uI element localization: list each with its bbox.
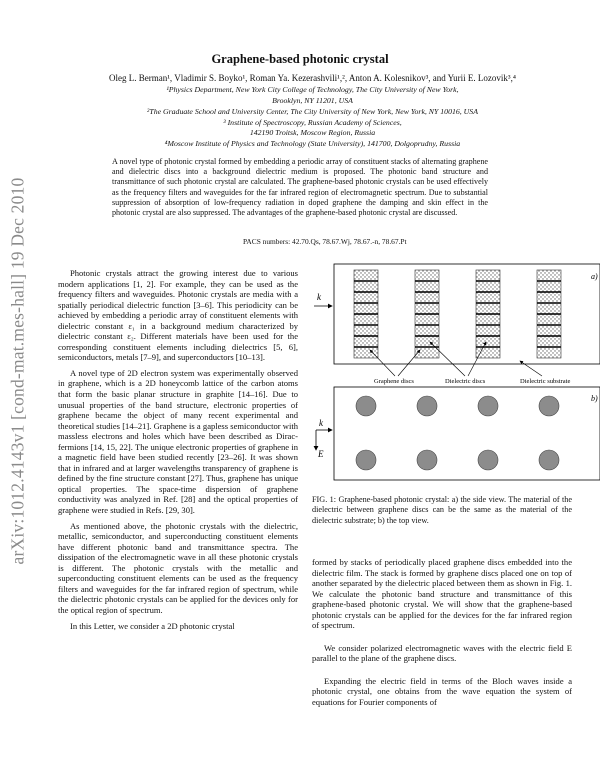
paragraph: We consider polarized electromagnetic waves with the electric field E parallel to the plane of the graphene discs. xyxy=(312,642,572,664)
dielectric-discs-label: Dielectric discs xyxy=(445,378,486,385)
figure-caption: FIG. 1: Graphene-based photonic crystal: a) the side view. The material of the dielectric between graphene discs can be the same as the material of the dielectric substrate; b) the top view. xyxy=(312,495,572,525)
paragraph: formed by stacks of periodically placed graphene discs embedded into the dielectric film. The stack is formed by graphene discs placed one on top of another separated by the dielectric placed between them as shown in Fig. 1. We calculate the photonic band structure and transmittance of this graphene-based photonic crystal. We will show that the graphene-based photonic crystals can be applied for the devices for the far infrared region of spectrum. xyxy=(312,557,572,631)
affiliation-4: ⁴Moscow Institute of Physics and Technology (State University), 141700, Dolgoprudny, Russia xyxy=(164,139,461,148)
paragraph: In this Letter, we consider a 2D photonic crystal xyxy=(70,620,235,631)
abstract: A novel type of photonic crystal formed by embedding a periodic array of constituent stacks of alternating graphene and dielectric discs into a background dielectric medium is proposed. The photonic band structure and transmittance of such photonic crystal are calculated. The graphene-based photonic crystals can be used effectively as the frequency filters and waveguides for the far infrared region of electromagnetic spectrum. Due to substantial suppression of absorption of low-frequency radiation in doped graphene the damping and skin effect in the photonic crystal are also suppressed. The advantages of the graphene-based photonic crystal are discussed. xyxy=(112,157,488,218)
k-label-a: k xyxy=(317,292,321,302)
affiliation-3: ³ Institute of Spectroscopy, Russian Academy of Sciences, xyxy=(223,118,402,127)
disc-array xyxy=(356,396,559,470)
k-label-b: k xyxy=(319,418,323,428)
paragraph: Expanding the electric field in terms of the Bloch waves inside a photonic crystal, one obtains from the wave equation the system of equations for Fourier components of xyxy=(312,675,572,708)
affiliation-1: ¹Physics Department, New York City College of Technology, The City University of New York, xyxy=(166,85,459,94)
pacs-numbers: PACS numbers: 42.70.Qs, 78.67.Wj, 78.67.-n, 78.67.Pt xyxy=(243,237,407,246)
graphene-stack xyxy=(537,270,561,358)
panel-b-label: b) xyxy=(591,394,598,403)
affiliation-2: ²The Graduate School and University Center, The City University of New York, New York, NY 10016, USA xyxy=(147,107,478,116)
affiliation-1b: Brooklyn, NY 11201, USA xyxy=(272,96,353,105)
paragraph: As mentioned above, the photonic crystals with the dielectric, metallic, semiconductor, and superconducting constituent elements have different photonic band and transmittance spectra. The dissipation of the electromagnetic wave in all these photonic crystals is different. The photonic crystals with the metallic and superconducting constituent elements can be used as the frequency filters and waveguides for the far infrared region of spectrum, while the dielectric photonic crystals can be applied for the devices only for the optical region of spectrum. xyxy=(58,520,298,615)
paper-title: Graphene-based photonic crystal xyxy=(211,52,389,66)
author-list: Oleg L. Berman¹, Vladimir S. Boyko¹, Roman Ya. Kezerashvili¹,², Anton A. Kolesnikov³, and Yurii E. Lozovik³,⁴ xyxy=(108,73,517,83)
arxiv-stamp xyxy=(4,146,32,596)
graphene-stack xyxy=(415,270,439,358)
panel-a-label: a) xyxy=(591,272,598,281)
e-label: E xyxy=(318,449,324,459)
figure-1-drawing xyxy=(310,262,600,498)
graphene-stack xyxy=(476,270,500,358)
dielectric-substrate-label: Dielectric substrate xyxy=(520,378,571,385)
right-column xyxy=(312,557,572,713)
left-column xyxy=(58,268,298,636)
graphene-discs-label: Graphene discs xyxy=(374,378,414,385)
label-pointers xyxy=(370,342,542,376)
paragraph: A novel type of 2D electron system was experimentally observed in graphene, which is a 2D honeycomb lattice of the carbon atoms that form the basic planar structure in graphite [14–16]. Due to unusual properties of the band structure, electronic properties of graphene became the object of many recent experimental and theoretical studies [14–21]. Graphene is a gapless semiconductor with massless electrons and holes which have been described as Dirac-fermions [14, 15, 22]. The unique electronic properties of graphene in a magnetic field have been studied recently [23–26]. It was shown that in infrared and at larger wavelengths transparency of graphene is defined by the fine structure constant [27]. Thus, graphene has unique optical properties. The space-time dispersion of graphene conductivity was analyzed in Ref. [28] and the optical properties of graphene were studied in Refs. [29, 30]. xyxy=(58,367,298,516)
graphene-stack xyxy=(354,270,378,358)
paragraph: Photonic crystals attract the growing interest due to various modern applications [1, 2]. For example, they can be used as the frequency filters and waveguides. Photonic crystals are media with a spatially periodical dielectric function [3–6]. This periodicity can be achieved by embedding a periodic array of constituent elements with dielectric constant ε₁ in a background medium characterized by dielectric constant ε₂. Different materials have been used for the corresponding constituent elements including dielectrics [5, 6], semiconductors, metals [7–9], and superconductors [10–13]. xyxy=(58,268,298,363)
arxiv-stamp-text: arXiv:1012.4143v1 [cond-mat.mes-hall] 19 Dec 2010 xyxy=(7,177,28,565)
figure-1 xyxy=(310,262,600,498)
affiliation-3b: 142190 Troitsk, Moscow Region, Russia xyxy=(249,128,376,137)
